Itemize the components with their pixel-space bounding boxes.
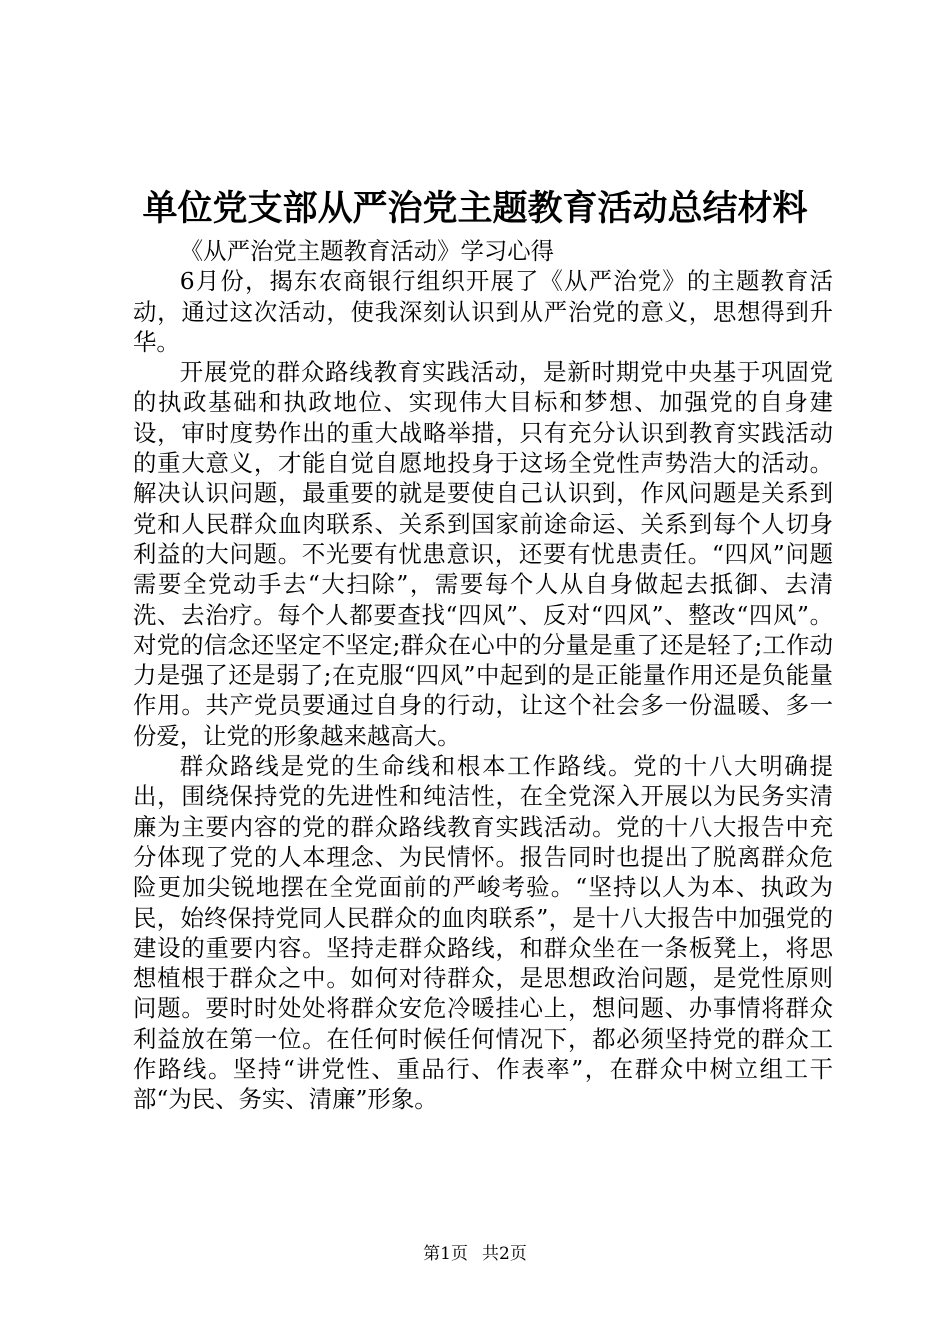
paragraph-2: 开展党的群众路线教育实践活动，是新时期党中央基于巩固党的执政基础和执政地位、实现伟大目标和梦想、加强党的自身建设，审时度势作出的重大战略举措，只有充分认识到教育实践活动的重大意义，才能自觉自愿地投身于这场全党性声势浩大的活动。解决认识问题，最重要的就是要使自己认识到，作风问题是关系到党和人民群众血肉联系、关系到国家前途命运、关系到每个人切身利益的大问题。不光要有忧患意识，还要有忧患责任。“四风”问题需要全党动手去“大扫除”，需要每个人从自身做起去抵御、去清洗、去治疗。每个人都要查找“四风”、反对“四风”、整改“四风”。对党的信念还坚定不坚定;群众在心中的分量是重了还是轻了;工作动力是强了还是弱了;在克服“四风”中起到的是正能量作用还是负能量作用。共产党员要通过自身的行动，让这个社会多一份温暖、多一份爱，让党的形象越来越高大。 — [133, 358, 833, 750]
paragraph-3: 群众路线是党的生命线和根本工作路线。党的十八大明确提出，围绕保持党的先进性和纯洁性，在全党深入开展以为民务实清廉为主要内容的党的群众路线教育实践活动。党的十八大报告中充分体现了党的人本理念、为民情怀。报告同时也提出了脱离群众危险更加尖锐地摆在全党面前的严峻考验。“坚持以人为本、执政为民，始终保持党同人民群众的血肉联系”，是十八大报告中加强党的建设的重要内容。坚持走群众路线，和群众坐在一条板凳上，将思想植根于群众之中。如何对待群众，是思想政治问题，是党性原则问题。要时时处处将群众安危冷暖挂心上，想问题、办事情将群众利益放在第一位。在任何时候任何情况下，都必须坚持党的群众工作路线。坚持“讲党性、重品行、作表率”，在群众中树立组工干部“为民、务实、清廉”形象。 — [133, 752, 833, 1114]
document-title: 单位党支部从严治党主题教育活动总结材料 — [142, 189, 808, 229]
page-total: 共2页 — [482, 1244, 527, 1264]
paragraph-1: 6月份，揭东农商银行组织开展了《从严治党》的主题教育活动，通过这次活动，使我深刻认识到从严治党的意义，思想得到升华。 — [133, 267, 833, 356]
page-footer — [0, 1242, 950, 1266]
page-number: 第1页 — [423, 1244, 468, 1264]
subtitle: 《从严治党主题教育活动》学习心得 — [179, 237, 555, 265]
document-body — [133, 236, 833, 1115]
